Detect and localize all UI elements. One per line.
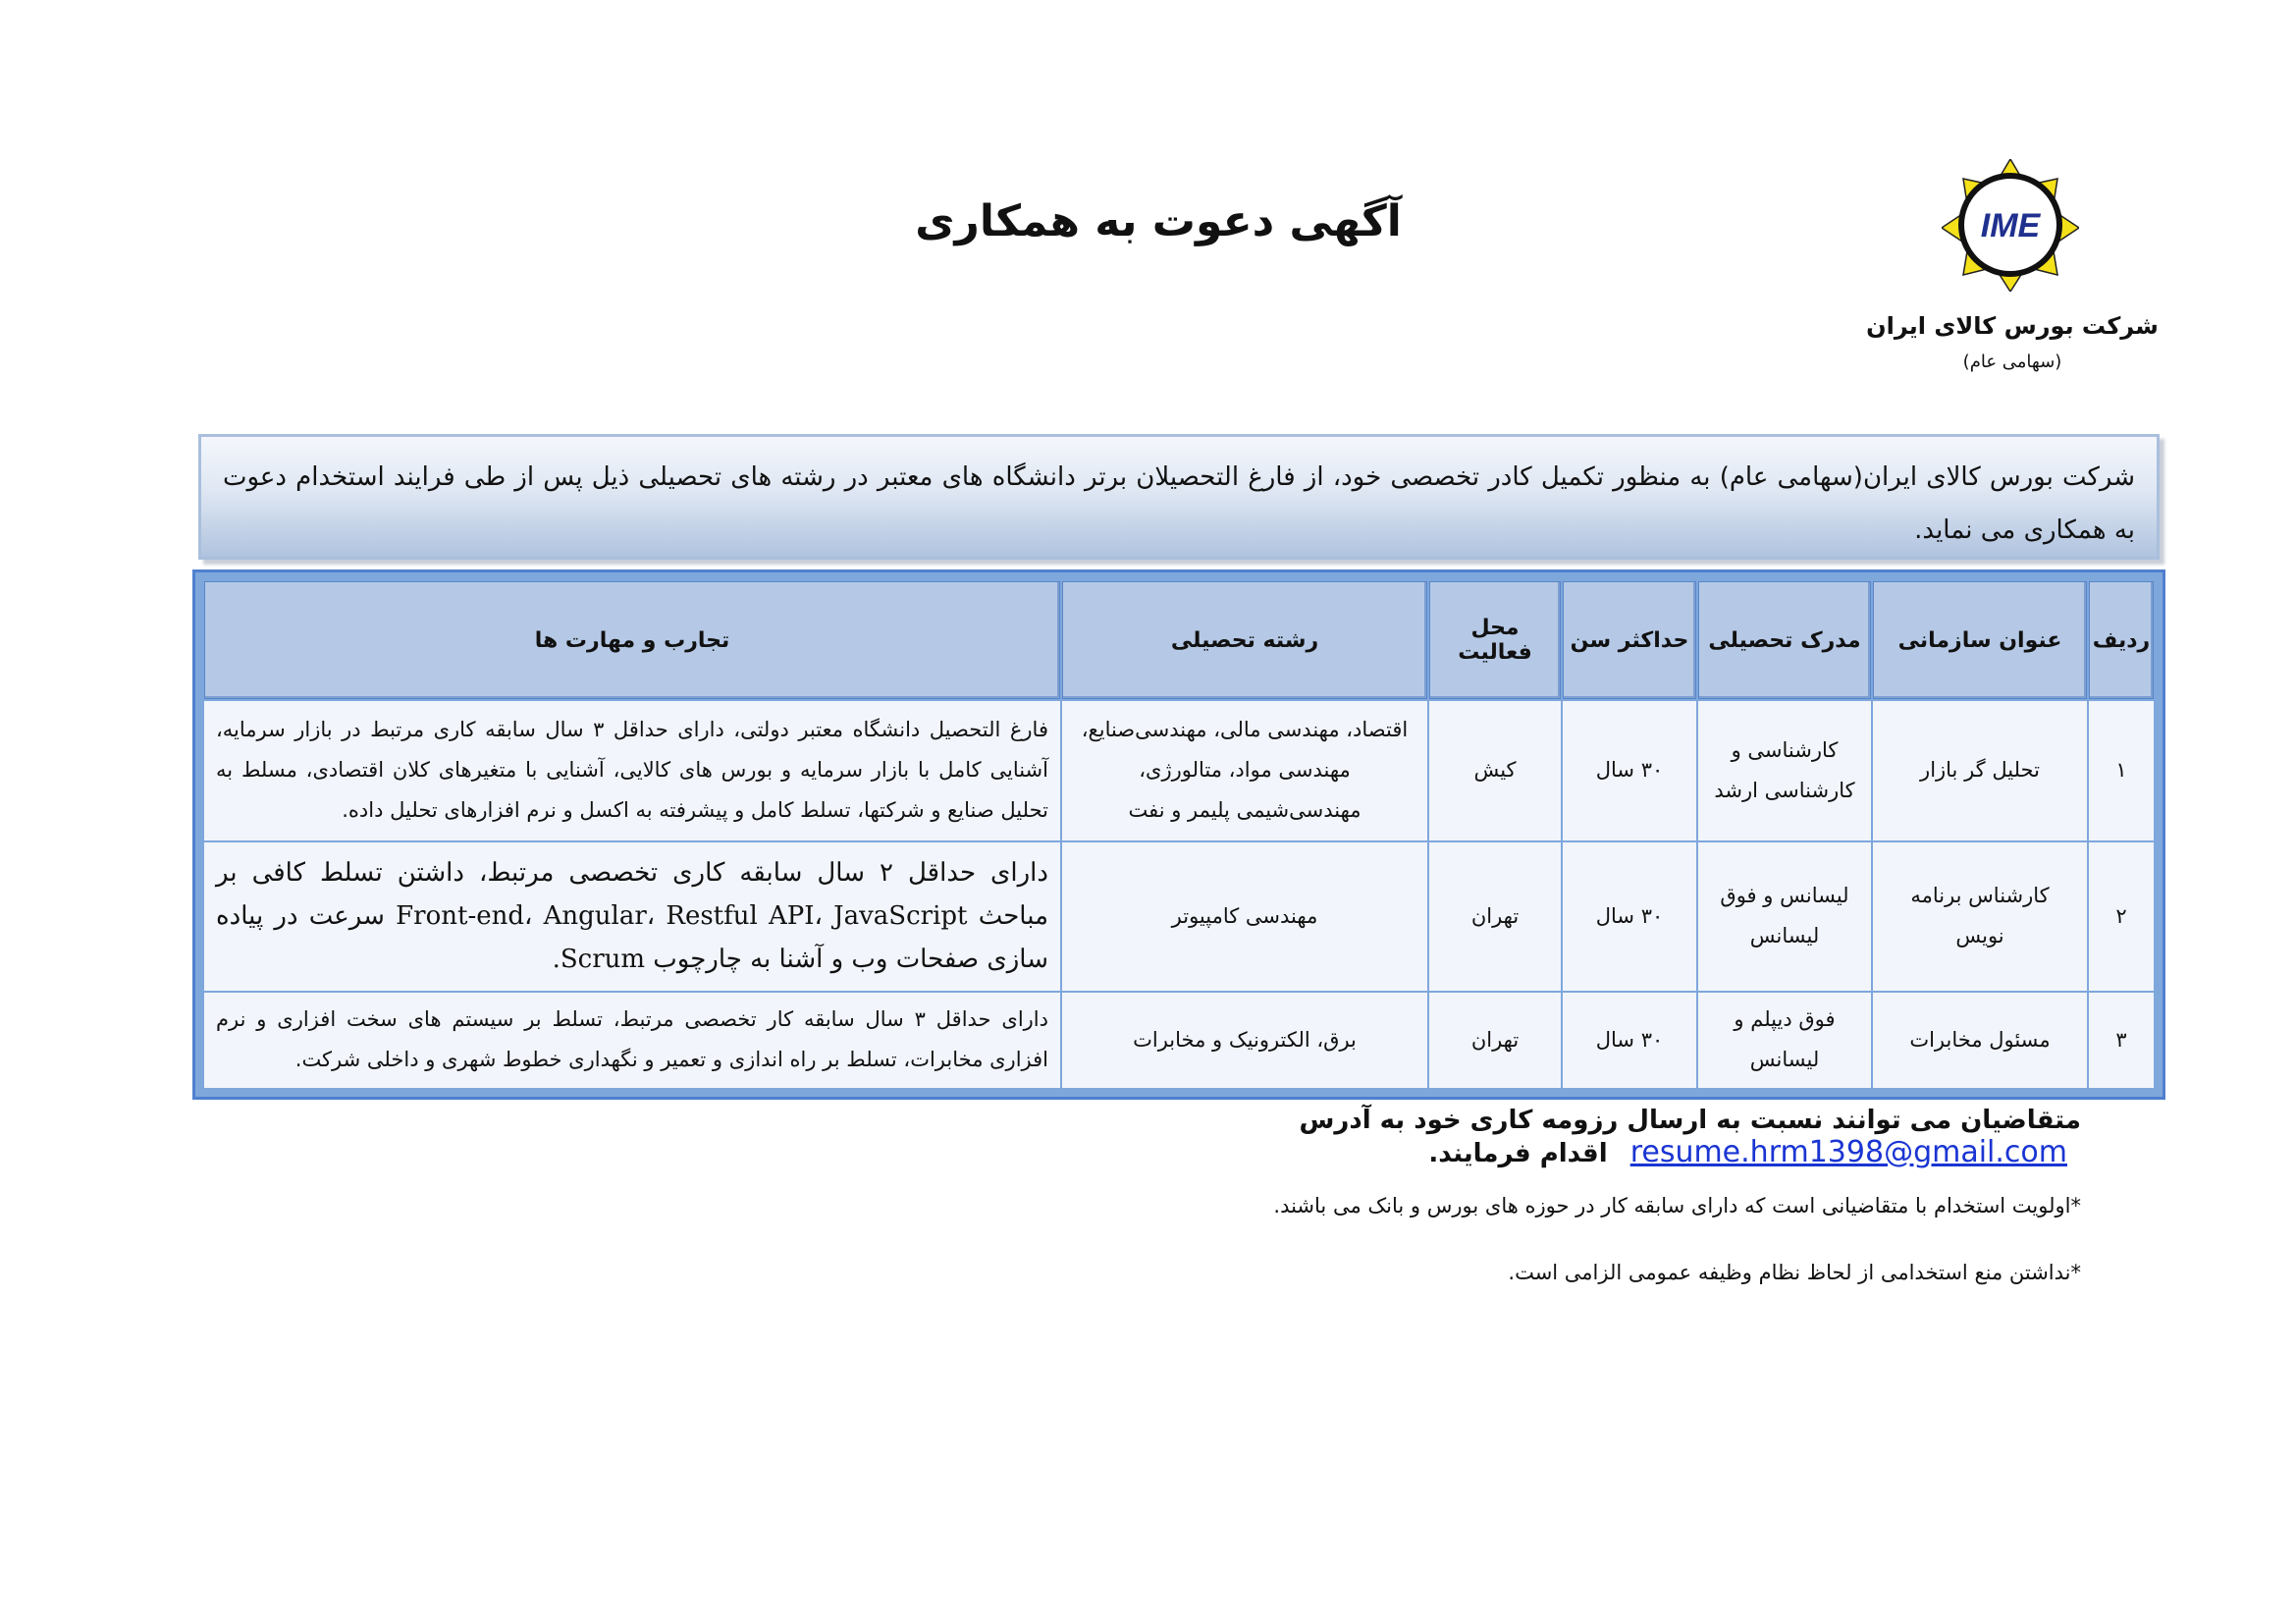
logo-text: IME bbox=[1980, 207, 2041, 244]
company-name: شرکت بورس کالای ایران bbox=[1866, 312, 2159, 340]
cell-row-number: ۱ bbox=[2089, 701, 2154, 840]
header-degree: مدرک تحصیلی bbox=[1698, 581, 1871, 699]
table-row bbox=[204, 993, 2154, 1088]
cell-degree: لیسانس و فوق لیسانس bbox=[1698, 842, 1871, 991]
company-type: (سهامی عام) bbox=[1962, 352, 2062, 372]
header-experience: تجارب و مهارت ها bbox=[204, 581, 1060, 699]
contact-text-before: متقاضیان می توانند نسبت به ارسال رزومه کاری خود به آدرس bbox=[1299, 1106, 2081, 1135]
table-header-row bbox=[204, 581, 2154, 699]
contact-line bbox=[888, 1106, 2081, 1169]
cell-age: ۳۰ سال bbox=[1563, 993, 1696, 1088]
email-link[interactable]: resume.hrm1398@gmail.com bbox=[1629, 1135, 2067, 1169]
note-military-service: *نداشتن منع استخدامی از لحاظ نظام وظیفه عمومی الزامی است. bbox=[1508, 1261, 2081, 1284]
cell-row-number: ۳ bbox=[2089, 993, 2154, 1088]
table-row bbox=[204, 701, 2154, 840]
cell-age: ۳۰ سال bbox=[1563, 701, 1696, 840]
cell-experience: فارغ التحصیل دانشگاه معتبر دولتی، دارای حداقل ۳ سال سابقه کاری مرتبط در بازار سرمایه، آشنایی کامل با بازار سرمایه و بورس های کالایی، آشنایی با متغیرهای کلان اقتصادی، مسلط به تحلیل صنایع و شرکتها، تسلط کامل و پیشرفته به اکسل و نرم افزارهای تحلیل داده. bbox=[204, 701, 1060, 840]
cell-degree: فوق دیپلم و لیسانس bbox=[1698, 993, 1871, 1088]
jobs-table-frame bbox=[192, 569, 2165, 1100]
table-row bbox=[204, 842, 2154, 991]
cell-field: برق، الکترونیک و مخابرات bbox=[1062, 993, 1427, 1088]
cell-field: اقتصاد، مهندسی مالی، مهندسی‌صنایع، مهندسی مواد، متالورژی، مهندسی‌شیمی پلیمر و نفت bbox=[1062, 701, 1427, 840]
cell-location: تهران bbox=[1429, 842, 1561, 991]
cell-title: تحلیل گر بازار bbox=[1873, 701, 2087, 840]
note-priority: *اولویت استخدام با متقاضیانی است که دارای سابقه کار در حوزه های بورس و بانک می باشند. bbox=[1273, 1194, 2081, 1218]
contact-text-after: اقدام فرمایند. bbox=[1428, 1139, 1608, 1168]
cell-title: کارشناس برنامه نویس bbox=[1873, 842, 2087, 991]
cell-age: ۳۰ سال bbox=[1563, 842, 1696, 991]
cell-experience: دارای حداقل ۳ سال سابقه کار تخصصی مرتبط، تسلط بر سیستم های سخت افزاری و نرم افزاری مخابرات، تسلط بر راه اندازی و تعمیر و نگهداری خطوط شهری و داخلی شرکت. bbox=[204, 993, 1060, 1088]
cell-row-number: ۲ bbox=[2089, 842, 2154, 991]
ime-logo bbox=[1942, 159, 2079, 292]
cell-location: کیش bbox=[1429, 701, 1561, 840]
cell-title: مسئول مخابرات bbox=[1873, 993, 2087, 1088]
jobs-table bbox=[202, 579, 2156, 1090]
header-age: حداکثر سن bbox=[1563, 581, 1696, 699]
header-title: عنوان سازمانی bbox=[1873, 581, 2087, 699]
cell-location: تهران bbox=[1429, 993, 1561, 1088]
cell-degree: کارشناسی و کارشناسی ارشد bbox=[1698, 701, 1871, 840]
header-row-number: ردیف bbox=[2089, 581, 2154, 699]
cell-field: مهندسی کامپیوتر bbox=[1062, 842, 1427, 991]
page-title: آگهی دعوت به همکاری bbox=[915, 196, 1402, 246]
intro-text: شرکت بورس کالای ایران(سهامی عام) به منظور تکمیل کادر تخصصی خود، از فارغ التحصیلان برتر دانشگاه های معتبر در رشته های تحصیلی ذیل پس از طی فرایند استخدام دعوت به همکاری می نماید. bbox=[198, 434, 2160, 560]
header-location: محل فعالیت bbox=[1429, 581, 1561, 699]
cell-experience: دارای حداقل ۲ سال سابقه کاری تخصصی مرتبط، داشتن تسلط کافی بر مباحث Front-end، Angular، Restful API، JavaScript سرعت در پیاده سازی صفحات وب و آشنا به چارچوب Scrum. bbox=[204, 842, 1060, 991]
header-field: رشته تحصیلی bbox=[1062, 581, 1427, 699]
